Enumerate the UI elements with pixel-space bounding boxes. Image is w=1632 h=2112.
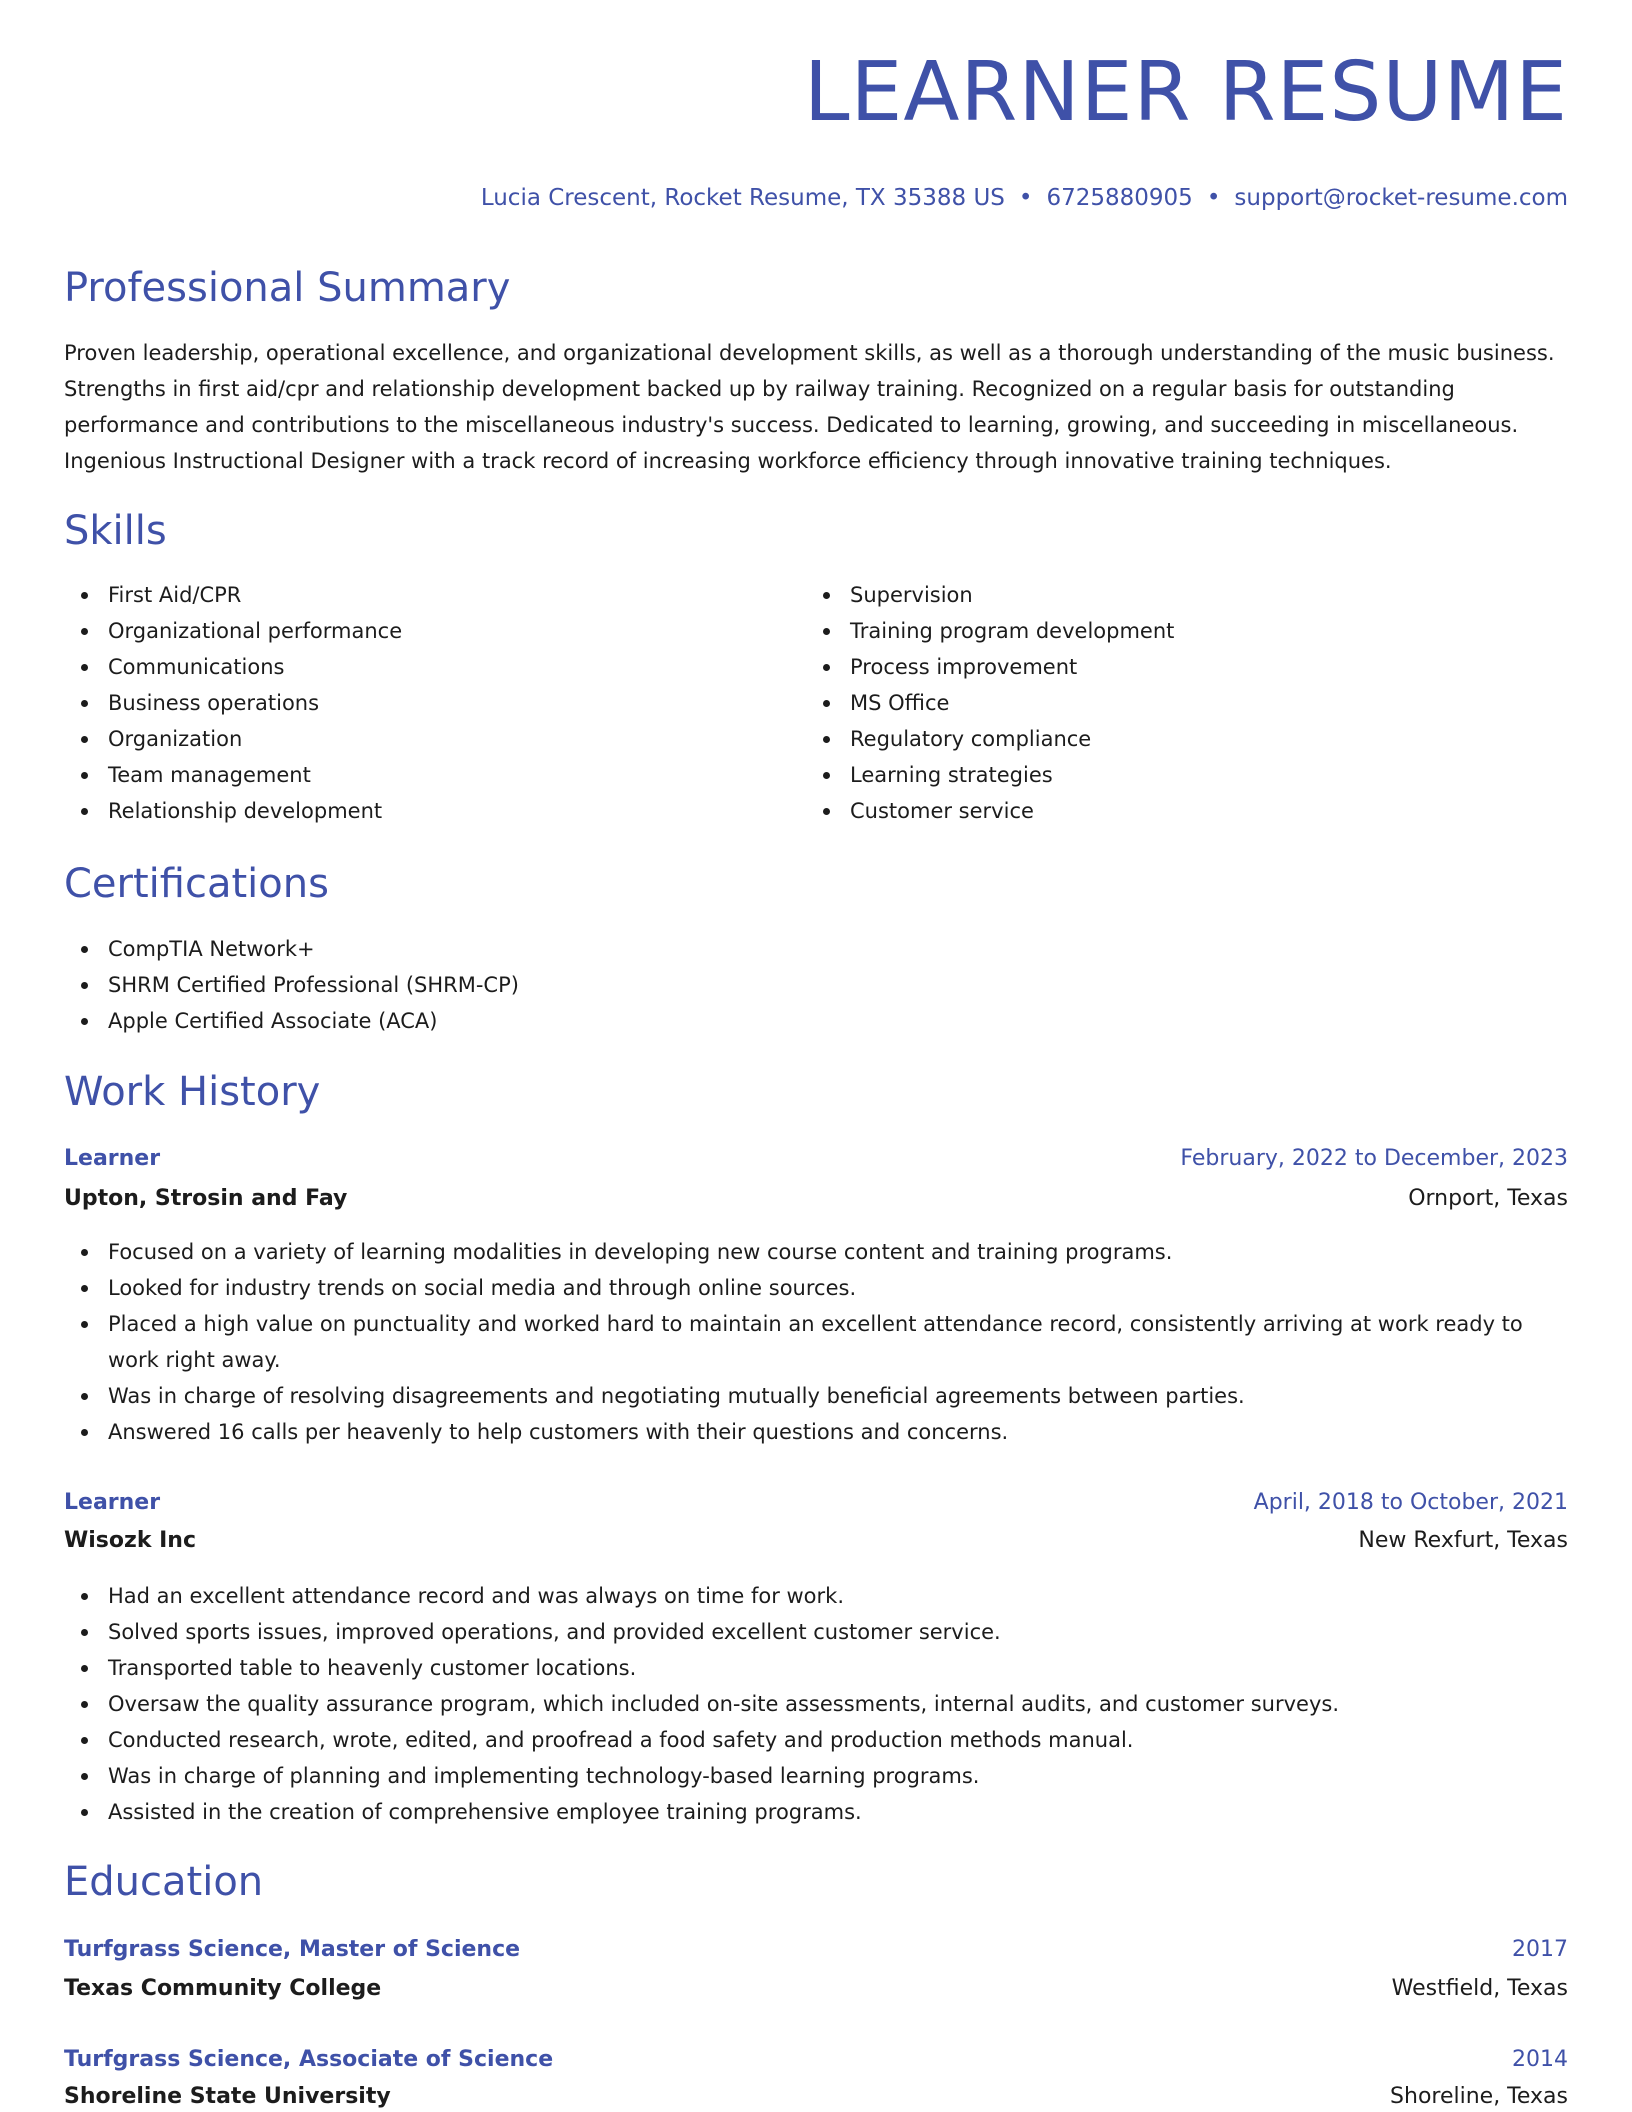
education-year: 2014	[1512, 2047, 1568, 2072]
summary-heading: Professional Summary	[64, 265, 511, 311]
contact-separator: •	[1018, 185, 1033, 211]
skill-item: Training program development	[806, 613, 1546, 649]
contact-phone: 6725880905	[1046, 185, 1193, 211]
contact-line	[481, 182, 1568, 214]
skills-heading: Skills	[64, 508, 167, 554]
job-bullet: Focused on a variety of learning modalities in developing new course content and training programs.	[64, 1234, 1568, 1270]
education-header	[64, 1933, 1568, 1967]
education-school: Texas Community College	[64, 1976, 382, 2001]
job-bullet: Was in charge of planning and implementing technology-based learning programs.	[64, 1758, 1568, 1794]
job-title: Learner	[64, 1490, 161, 1515]
skill-item: Organizational performance	[64, 613, 804, 649]
resume-title: LEARNER RESUME	[803, 45, 1568, 140]
education-year: 2017	[1512, 1937, 1568, 1962]
education-location: Shoreline, Texas	[1390, 2084, 1568, 2109]
contact-address: Lucia Crescent, Rocket Resume, TX 35388 US	[480, 185, 1005, 211]
job-bullet: Was in charge of resolving disagreements and negotiating mutually beneficial agreements between parties.	[64, 1378, 1568, 1414]
skill-item: First Aid/CPR	[64, 577, 804, 613]
job-title: Learner	[64, 1146, 161, 1171]
job-bullet: Assisted in the creation of comprehensive employee training programs.	[64, 1794, 1568, 1830]
job-bullet: Had an excellent attendance record and was always on time for work.	[64, 1578, 1568, 1614]
work-history-heading: Work History	[64, 1069, 321, 1115]
skill-item: MS Office	[806, 685, 1546, 721]
job-bullet: Placed a high value on punctuality and worked hard to maintain an excellent attendance record, consistently arriving at work ready to work right away.	[64, 1306, 1568, 1378]
education-school-row	[64, 1972, 1568, 2006]
skill-item: Process improvement	[806, 649, 1546, 685]
skill-item: Business operations	[64, 685, 804, 721]
job-header	[64, 1486, 1568, 1520]
skill-item: Communications	[64, 649, 804, 685]
job-bullet: Transported table to heavenly customer locations.	[64, 1650, 1568, 1686]
job-bullet: Answered 16 calls per heavenly to help customers with their questions and concerns.	[64, 1414, 1568, 1450]
skill-item: Regulatory compliance	[806, 721, 1546, 757]
certifications-heading: Certifications	[64, 861, 329, 907]
skill-item: Supervision	[806, 577, 1546, 613]
education-degree: Turfgrass Science, Master of Science	[64, 1937, 521, 1962]
job-dates: February, 2022 to December, 2023	[1180, 1146, 1568, 1171]
job-employer: Upton, Strosin and Fay	[64, 1186, 348, 1211]
education-header	[64, 2043, 1568, 2077]
skill-item: Learning strategies	[806, 757, 1546, 793]
skill-item: Team management	[64, 757, 804, 793]
education-location: Westfield, Texas	[1391, 1976, 1568, 2001]
job-header	[64, 1142, 1568, 1176]
job-employer-row	[64, 1524, 1568, 1558]
contact-email: support@rocket-resume.com	[1234, 185, 1568, 211]
certifications-list	[64, 931, 1064, 1039]
certification-item: Apple Certified Associate (ACA)	[64, 1003, 1064, 1039]
skill-item: Customer service	[806, 793, 1546, 829]
certification-item: CompTIA Network+	[64, 931, 1064, 967]
job-bullets	[64, 1234, 1568, 1450]
skills-list-left	[64, 577, 804, 829]
job-bullet: Solved sports issues, improved operations, and provided excellent customer service.	[64, 1614, 1568, 1650]
certification-item: SHRM Certified Professional (SHRM-CP)	[64, 967, 1064, 1003]
education-degree: Turfgrass Science, Associate of Science	[64, 2047, 554, 2072]
job-bullets	[64, 1578, 1568, 1830]
education-heading: Education	[64, 1859, 264, 1905]
skills-list-right	[806, 577, 1546, 829]
education-school: Shoreline State University	[64, 2084, 391, 2109]
job-bullet: Looked for industry trends on social media and through online sources.	[64, 1270, 1568, 1306]
job-dates: April, 2018 to October, 2021	[1253, 1490, 1568, 1515]
job-employer-row	[64, 1182, 1568, 1216]
job-location: New Rexfurt, Texas	[1358, 1528, 1568, 1553]
contact-separator: •	[1206, 185, 1221, 211]
skill-item: Organization	[64, 721, 804, 757]
job-bullet: Conducted research, wrote, edited, and proofread a food safety and production methods manual.	[64, 1722, 1568, 1758]
education-school-row	[64, 2080, 1568, 2112]
skill-item: Relationship development	[64, 793, 804, 829]
summary-text: Proven leadership, operational excellence, and organizational development skills, as well as a thorough understanding of the music business. Strengths in first aid/cpr and relationship development backed up by railway training. Recognized on a regular basis for outstanding performance and contributions to the miscellaneous industry's success. Dedicated to learning, growing, and succeeding in miscellaneous. Ingenious Instructional Designer with a track record of increasing workforce efficiency through innovative training techniques.	[64, 341, 1555, 473]
job-employer: Wisozk Inc	[64, 1528, 196, 1553]
job-bullet: Oversaw the quality assurance program, which included on-site assessments, internal audits, and customer surveys.	[64, 1686, 1568, 1722]
job-location: Ornport, Texas	[1408, 1186, 1568, 1211]
